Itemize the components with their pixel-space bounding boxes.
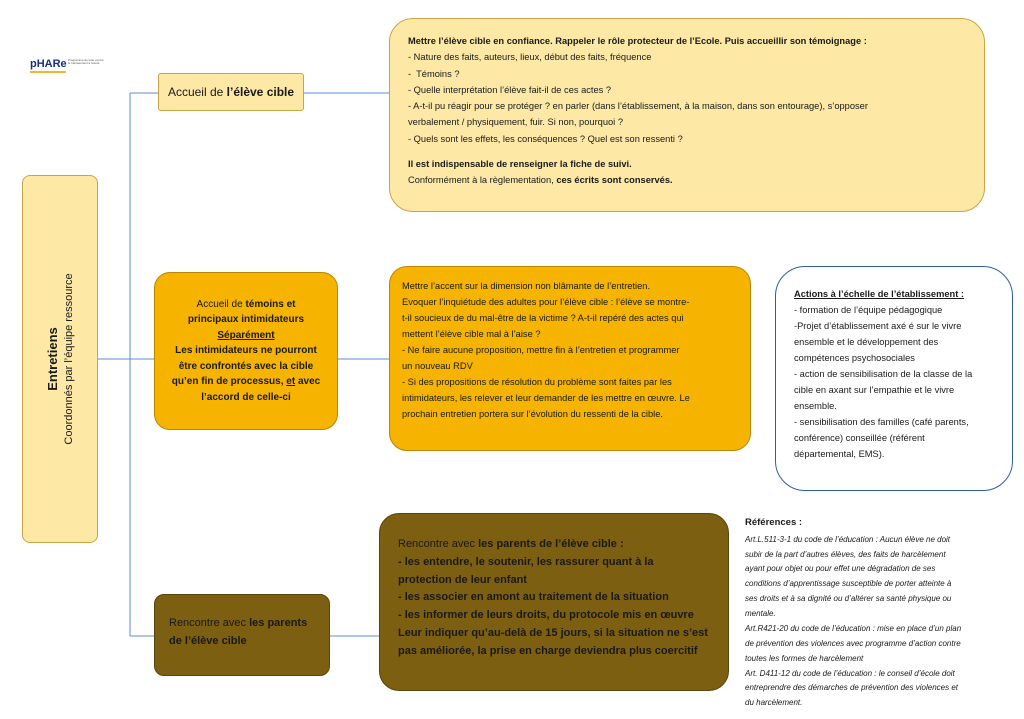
detail-temoins-line: prochain entretien portera sur l’évolution du ressenti de la cible. [402,408,663,419]
parents-pre: Rencontre avec [169,617,250,629]
actions-line: ensemble. [794,400,837,411]
temoins-l3b: avec [295,376,321,388]
actions-line: compétences psychosociales [794,352,915,363]
actions-line: cible en axant sur l’empathie et le vivre [794,384,955,395]
actions-line: -Projet d’établissement axé é sur le vivre [794,320,962,331]
references-block [745,514,1007,714]
detail-accueil-item: verbalement / physiquement, fuir. Si non, pourquoi ? [408,117,623,128]
detail-temoins-line: Evoquer l’inquiétude des adultes pour l’élève cible : l’élève se montre- [402,296,690,307]
detail-accueil-box [389,18,985,212]
detail-parents-line: pas améliorée, la prise en charge deviendra plus coercitif [398,644,698,657]
detail-temoins-line: intimidateurs, les relever et leur demander de les mettre en œuvre. Le [402,392,690,403]
temoins-separement: Séparément [217,329,275,341]
reference-line: conditions d’apprentissage susceptible de porter atteinte à [745,579,952,589]
actions-line: conférence) conseillée (référent [794,432,925,443]
actions-line: départemental, EMS). [794,448,885,459]
detail-parents-line: Leur indiquer qu’au-delà de 15 jours, si la situation ne s’est [398,627,708,640]
root-subtitle: Coordonnés par l’équipe ressource [63,273,75,445]
detail-parents-line: protection de leur enfant [398,573,527,586]
root-title: Entretiens [45,327,60,391]
accueil-temoins-box [154,272,338,430]
temoins-l1: Les intimidateurs ne pourront [175,345,317,357]
actions-line: - sensibilisation des familles (café parents, [794,416,969,427]
detail-accueil-item: - A-t-il pu réagir pour se protéger ? en parler (dans l’établissement, à la maison, dans son entourage), s’opposer [408,101,868,112]
detail-parents-line: - les associer en amont au traitement de la situation [398,591,669,604]
accueil-pre: Accueil de [167,85,227,99]
entretiens-root-box [22,175,98,543]
detail-accueil-item: - Témoins ? [408,68,460,79]
temoins-l4: l’accord de celle-ci [201,391,291,403]
detail-temoins-line: t-il soucieux de du mal-être de la victime ? A-t-il repéré des actes qui [402,312,684,323]
reference-line: subir de la part d’autres élèves, des faits de harcèlement [745,549,946,559]
actions-line: - action de sensibilisation de la classe de la [794,368,973,379]
detail-parents-line: - les entendre, le soutenir, les rassurer quant à la [398,555,654,568]
accueil-eleve-cible-box [158,73,304,111]
reference-line: mentale. [745,609,776,619]
detail-parents-head-bold: les parents de l’élève cible : [478,538,624,550]
detail-accueil-heading: Mettre l’élève cible en confiance. Rappeler le rôle protecteur de l’Ecole. Puis accueillir son témoignage : [408,36,867,46]
detail-parents-line: - les informer de leurs droits, du protocole mis en œuvre [398,609,694,622]
reference-line: ayant pour objet ou pour effet une dégradation de ses [745,564,936,574]
actions-etablissement-box [775,266,1013,491]
temoins-l3u: et [286,376,296,388]
actions-line: - formation de l’équipe pédagogique [794,304,943,315]
detail-accueil-item: - Quels sont les effets, les conséquences ? Quel est son ressenti ? [408,133,683,144]
reference-line: ses droits et à sa dignité ou d’altérer sa santé physique ou [745,594,952,604]
references-title: Références : [745,517,803,528]
actions-line: ensemble et le développement des [794,336,939,347]
temoins-bold2: principaux intimidateurs [187,314,305,326]
detail-accueil-note2-bold: ces écrits sont conservés. [556,175,673,186]
temoins-bold1: témoins et [245,298,296,310]
detail-parents-head-pre: Rencontre avec [398,538,479,550]
reference-line: entreprendre des démarches de prévention des violences et [745,683,959,693]
detail-temoins-line: un nouveau RDV [402,360,473,371]
detail-temoins-box [389,266,751,451]
detail-temoins-line: mettent l’élève cible mal à l’aise ? [402,328,541,339]
reference-line: Art.R421-20 du code de l’éducation : mise en place d’un plan [745,623,962,633]
detail-accueil-item: - Quelle interprétation l’élève fait-il de ces actes ? [408,84,612,95]
reference-line: du harcèlement. [745,698,803,708]
rencontre-parents-box [154,594,330,676]
reference-line: de prévention des violences avec programme d’action contre [745,638,961,648]
detail-temoins-line: - Ne faire aucune proposition, mettre fin à l’entretien et programmer [402,344,680,355]
detail-temoins-line: - Si des propositions de résolution du problème sont faites par les [402,376,672,387]
accueil-bold: l’élève cible [226,85,295,99]
detail-accueil-note: Il est indispensable de renseigner la fiche de suivi. [408,158,632,169]
reference-line: Art. D411-12 du code de l’éducation : le conseil d’école doit [745,668,955,678]
reference-line: toutes les formes de harcèlement [745,653,864,663]
actions-title: Actions à l’échelle de l’établissement : [794,289,964,299]
parents-bold1: les parents [249,617,308,629]
parents-bold2: de l’élève cible [169,634,247,647]
temoins-l2: être confrontés avec la cible [178,360,314,372]
logo-tagline: Programme de lutte contre le harcèlement à l'école [68,58,104,65]
reference-line: Art.L.511-3-1 du code de l’éducation : Aucun élève ne doit [745,534,951,544]
detail-accueil-item: - Nature des faits, auteurs, lieux, début des faits, fréquence [408,52,652,63]
detail-parents-box [379,513,729,691]
temoins-l3a: qu’en fin de processus, [171,376,287,388]
detail-accueil-note2-pre: Conformément à la règlementation, [408,175,557,186]
logo-name: pHARe [30,58,67,70]
detail-temoins-line: Mettre l’accent sur la dimension non blâmante de l’entretien. [402,281,651,291]
temoins-pre: Accueil de [196,298,246,310]
